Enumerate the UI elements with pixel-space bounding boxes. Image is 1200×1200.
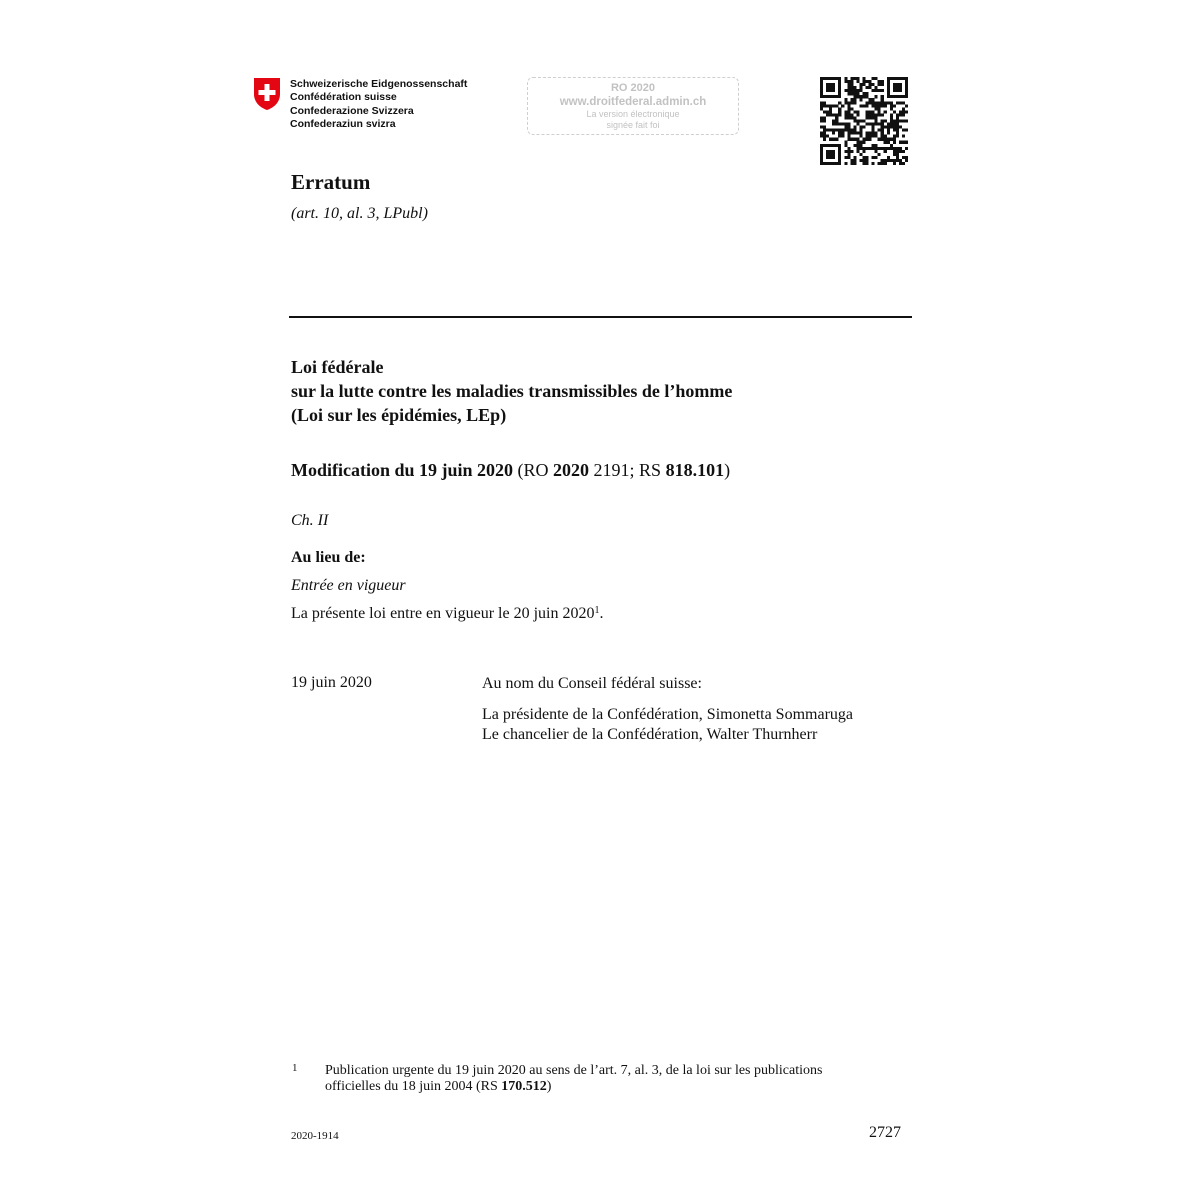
ref-open: (RO bbox=[513, 460, 554, 480]
swiss-shield-icon bbox=[252, 77, 282, 111]
stamp-url[interactable]: www.droitfederal.admin.ch bbox=[559, 96, 707, 108]
ref-close: ) bbox=[724, 460, 731, 480]
signature-block bbox=[482, 674, 853, 745]
footnote-number: 1 bbox=[292, 1062, 298, 1074]
act-title-line: (Loi sur les épidémies, LEp) bbox=[291, 405, 507, 425]
document-id: 2020-1914 bbox=[291, 1130, 339, 1142]
instead-label: Au lieu de: bbox=[291, 549, 366, 566]
page-number: 2727 bbox=[869, 1124, 901, 1141]
footnote-rs-number: 170.512 bbox=[501, 1078, 547, 1094]
act-title bbox=[291, 355, 732, 427]
confederation-name-it: Confederazione Svizzera bbox=[290, 104, 414, 117]
confederation-name-rm: Confederaziun svizra bbox=[290, 118, 396, 131]
footnote-ref[interactable]: 1 bbox=[594, 605, 600, 616]
signature-on-behalf: Au nom du Conseil fédéral suisse: bbox=[482, 675, 702, 692]
confederation-name-de: Schweizerische Eidgenossenschaft bbox=[290, 78, 468, 90]
ref-page: 2191; RS bbox=[589, 460, 666, 480]
publication-stamp bbox=[527, 77, 739, 135]
act-title-line: sur la lutte contre les maladies transmissibles de l’homme bbox=[291, 381, 733, 401]
chapter-reference: Ch. II bbox=[291, 512, 329, 529]
page-title: Erratum bbox=[291, 170, 371, 194]
signature-date: 19 juin 2020 bbox=[291, 674, 372, 691]
signature-president: La présidente de la Confédération, Simonetta Sommaruga bbox=[482, 706, 853, 723]
footnote-text bbox=[325, 1063, 822, 1094]
stamp-note-1: La version électronique bbox=[586, 109, 680, 119]
act-title-line: Loi fédérale bbox=[291, 357, 384, 377]
entry-sentence: La présente loi entre en vigueur le 20 juin 2020 bbox=[291, 605, 595, 622]
stamp-collection: RO 2020 bbox=[610, 82, 656, 94]
qr-code bbox=[820, 77, 908, 165]
page-subtitle: (art. 10, al. 3, LPubl) bbox=[291, 205, 428, 222]
ref-year: 2020 bbox=[553, 460, 590, 480]
entry-period: . bbox=[599, 605, 604, 622]
signature-chancellor: Le chancelier de la Confédération, Walter Thurnherr bbox=[482, 726, 818, 743]
confederation-names bbox=[290, 78, 467, 132]
footnote-line2-prefix: officielles du 18 juin 2004 (RS bbox=[325, 1078, 502, 1094]
stamp-note-2: signée fait foi bbox=[606, 120, 660, 130]
footnote-line: Publication urgente du 19 juin 2020 au sens de l’art. 7, al. 3, de la loi sur les publications bbox=[325, 1063, 823, 1078]
title-divider bbox=[289, 316, 912, 318]
entry-text bbox=[291, 605, 603, 623]
confederation-name-fr: Confédération suisse bbox=[290, 91, 397, 104]
footnote-line2-suffix: ) bbox=[546, 1078, 552, 1094]
modification-line bbox=[291, 460, 730, 481]
entry-heading: Entrée en vigueur bbox=[291, 577, 406, 594]
footnote-line bbox=[325, 1079, 822, 1095]
ref-rs: 818.101 bbox=[665, 460, 725, 480]
modification-label: Modification du 19 juin 2020 bbox=[291, 460, 514, 480]
